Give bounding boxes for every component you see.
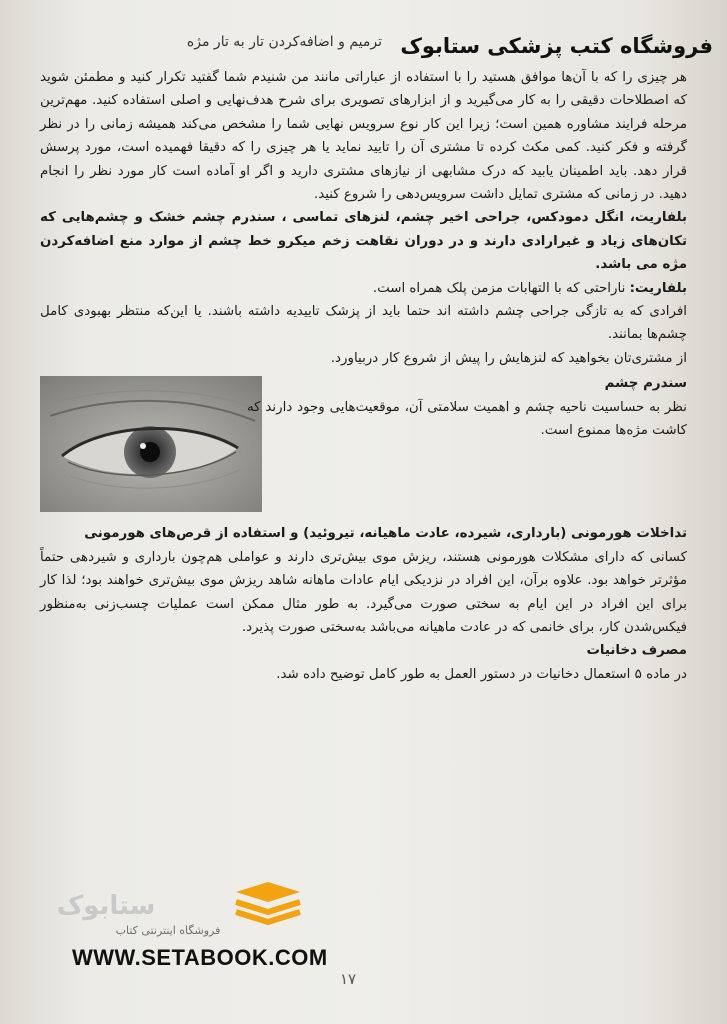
smoking-paragraph: در ماده ۵ استعمال دخانیات در دستور العمل به طور کامل توضیح داده شد. xyxy=(276,666,687,682)
dry-eye-paragraph: نظر به حساسیت ناحیه چشم و اهمیت سلامتی آن، موقعیت‌هایی وجود دارند که کاشت مژه‌ها ممنوع است. xyxy=(247,399,687,439)
logo-subtext: فروشگاه اینترنتی کتاب xyxy=(115,924,221,937)
lens-paragraph: از مشتری‌تان بخواهید که لنزهایش را پیش از شروع کار دربیاورد. xyxy=(330,350,687,366)
eye-photo xyxy=(40,376,262,512)
smoking-heading: مصرف دخانیات xyxy=(586,643,687,659)
page-number: ۱۷ xyxy=(340,970,357,988)
intro-paragraph: هر چیزی را که با آن‌ها موافق هستید را با استفاده از عباراتی مانند من شنیدم شما گفتید تکرار کنید و مطمئن شوید که اصطلاحات دقیقی را به کار می‌گیرید و از ابزارهای تصویری برای شرح هدف‌نهایی و اصلی استفاده کنید. مهم‌ترین مرحله فرایند مشاوره همین است؛ زیرا این کار نوع سرویس نهایی شما را مشخص می‌کند همیشه زمانی را در نظر گرفته و فکر کنید. کمی مکث کرده تا مشتری آن را تایید نماید یا هر چیزی را که دقیقا فهمیده است، مورد پرسش قرار دهد. باید اطمینان یابید که درک مشابهی از نیازهای مشتری دارید و اگر او آماده است کار مورد نظر را انجام دهید. در زمانی که مشتری تمایل داشت سرویس‌دهی را شروع کنید. xyxy=(40,70,687,203)
dry-eye-section xyxy=(40,372,687,522)
logo-wordmark: ستابوک xyxy=(58,891,156,921)
store-banner: فروشگاه کتب پزشکی ستابوک xyxy=(400,34,713,58)
blepharitis-label: بلفاریت: xyxy=(629,280,687,296)
dry-eye-text-block xyxy=(247,372,687,442)
blepharitis-paragraph xyxy=(40,277,687,300)
setabook-logo xyxy=(58,878,308,938)
hormone-heading: تداخلات هورمونی (بارداری، شیرده، عادت ماهیانه، تیروئید) و استفاده از قرص‌های هورمونی xyxy=(84,526,687,542)
blepharitis-text: ناراحتی که با التهابات مزمن پلک همراه است. xyxy=(372,280,630,296)
store-website: WWW.SETABOOK.COM xyxy=(72,945,328,970)
page-body xyxy=(40,66,687,686)
running-header: ترمیم و اضافه‌کردن تار به تار مژه xyxy=(186,34,382,50)
contraindications-heading: بلفاریت، انگل دمودکس، جراحی اخیر چشم، لنزهای تماسی ، سندرم چشم خشک و چشم‌هایی که تکان‌های زیاد و غیرارادی دارند و در دوران نقاهت زخم میکرو خط چشم از موارد منع اضافه‌کردن مژه می باشد. xyxy=(40,210,687,273)
surgery-paragraph: افرادی که به تازگی جراحی چشم داشته اند حتما باید از پزشک تاییدیه داشته باشند. یا این‌که منتظر بهبودی کامل چشم‌ها بمانند. xyxy=(40,304,687,343)
dry-eye-heading: سندرم چشم xyxy=(604,376,687,392)
hormone-paragraph: کسانی که دارای مشکلات هورمونی هستند، ریزش موی بیش‌تری دارند و عواملی هم‌چون بارداری و شیردهی حتماً مؤثرتر خواهد بود. علاوه برآن، این افراد در نزدیکی ایام عادات ماهانه شاهد ریزش موی بیش‌تری خواهند بود؛ لذا کار برای این افراد در این ایام به سختی صورت می‌گیرد. به طور مثال ممکن است عملیات چسب‌زنی به‌منظور فیکس‌شدن کار، برای خانمی که در عادت ماهیانه می‌باشد به‌سختی صورت پذیرد. xyxy=(40,549,687,635)
